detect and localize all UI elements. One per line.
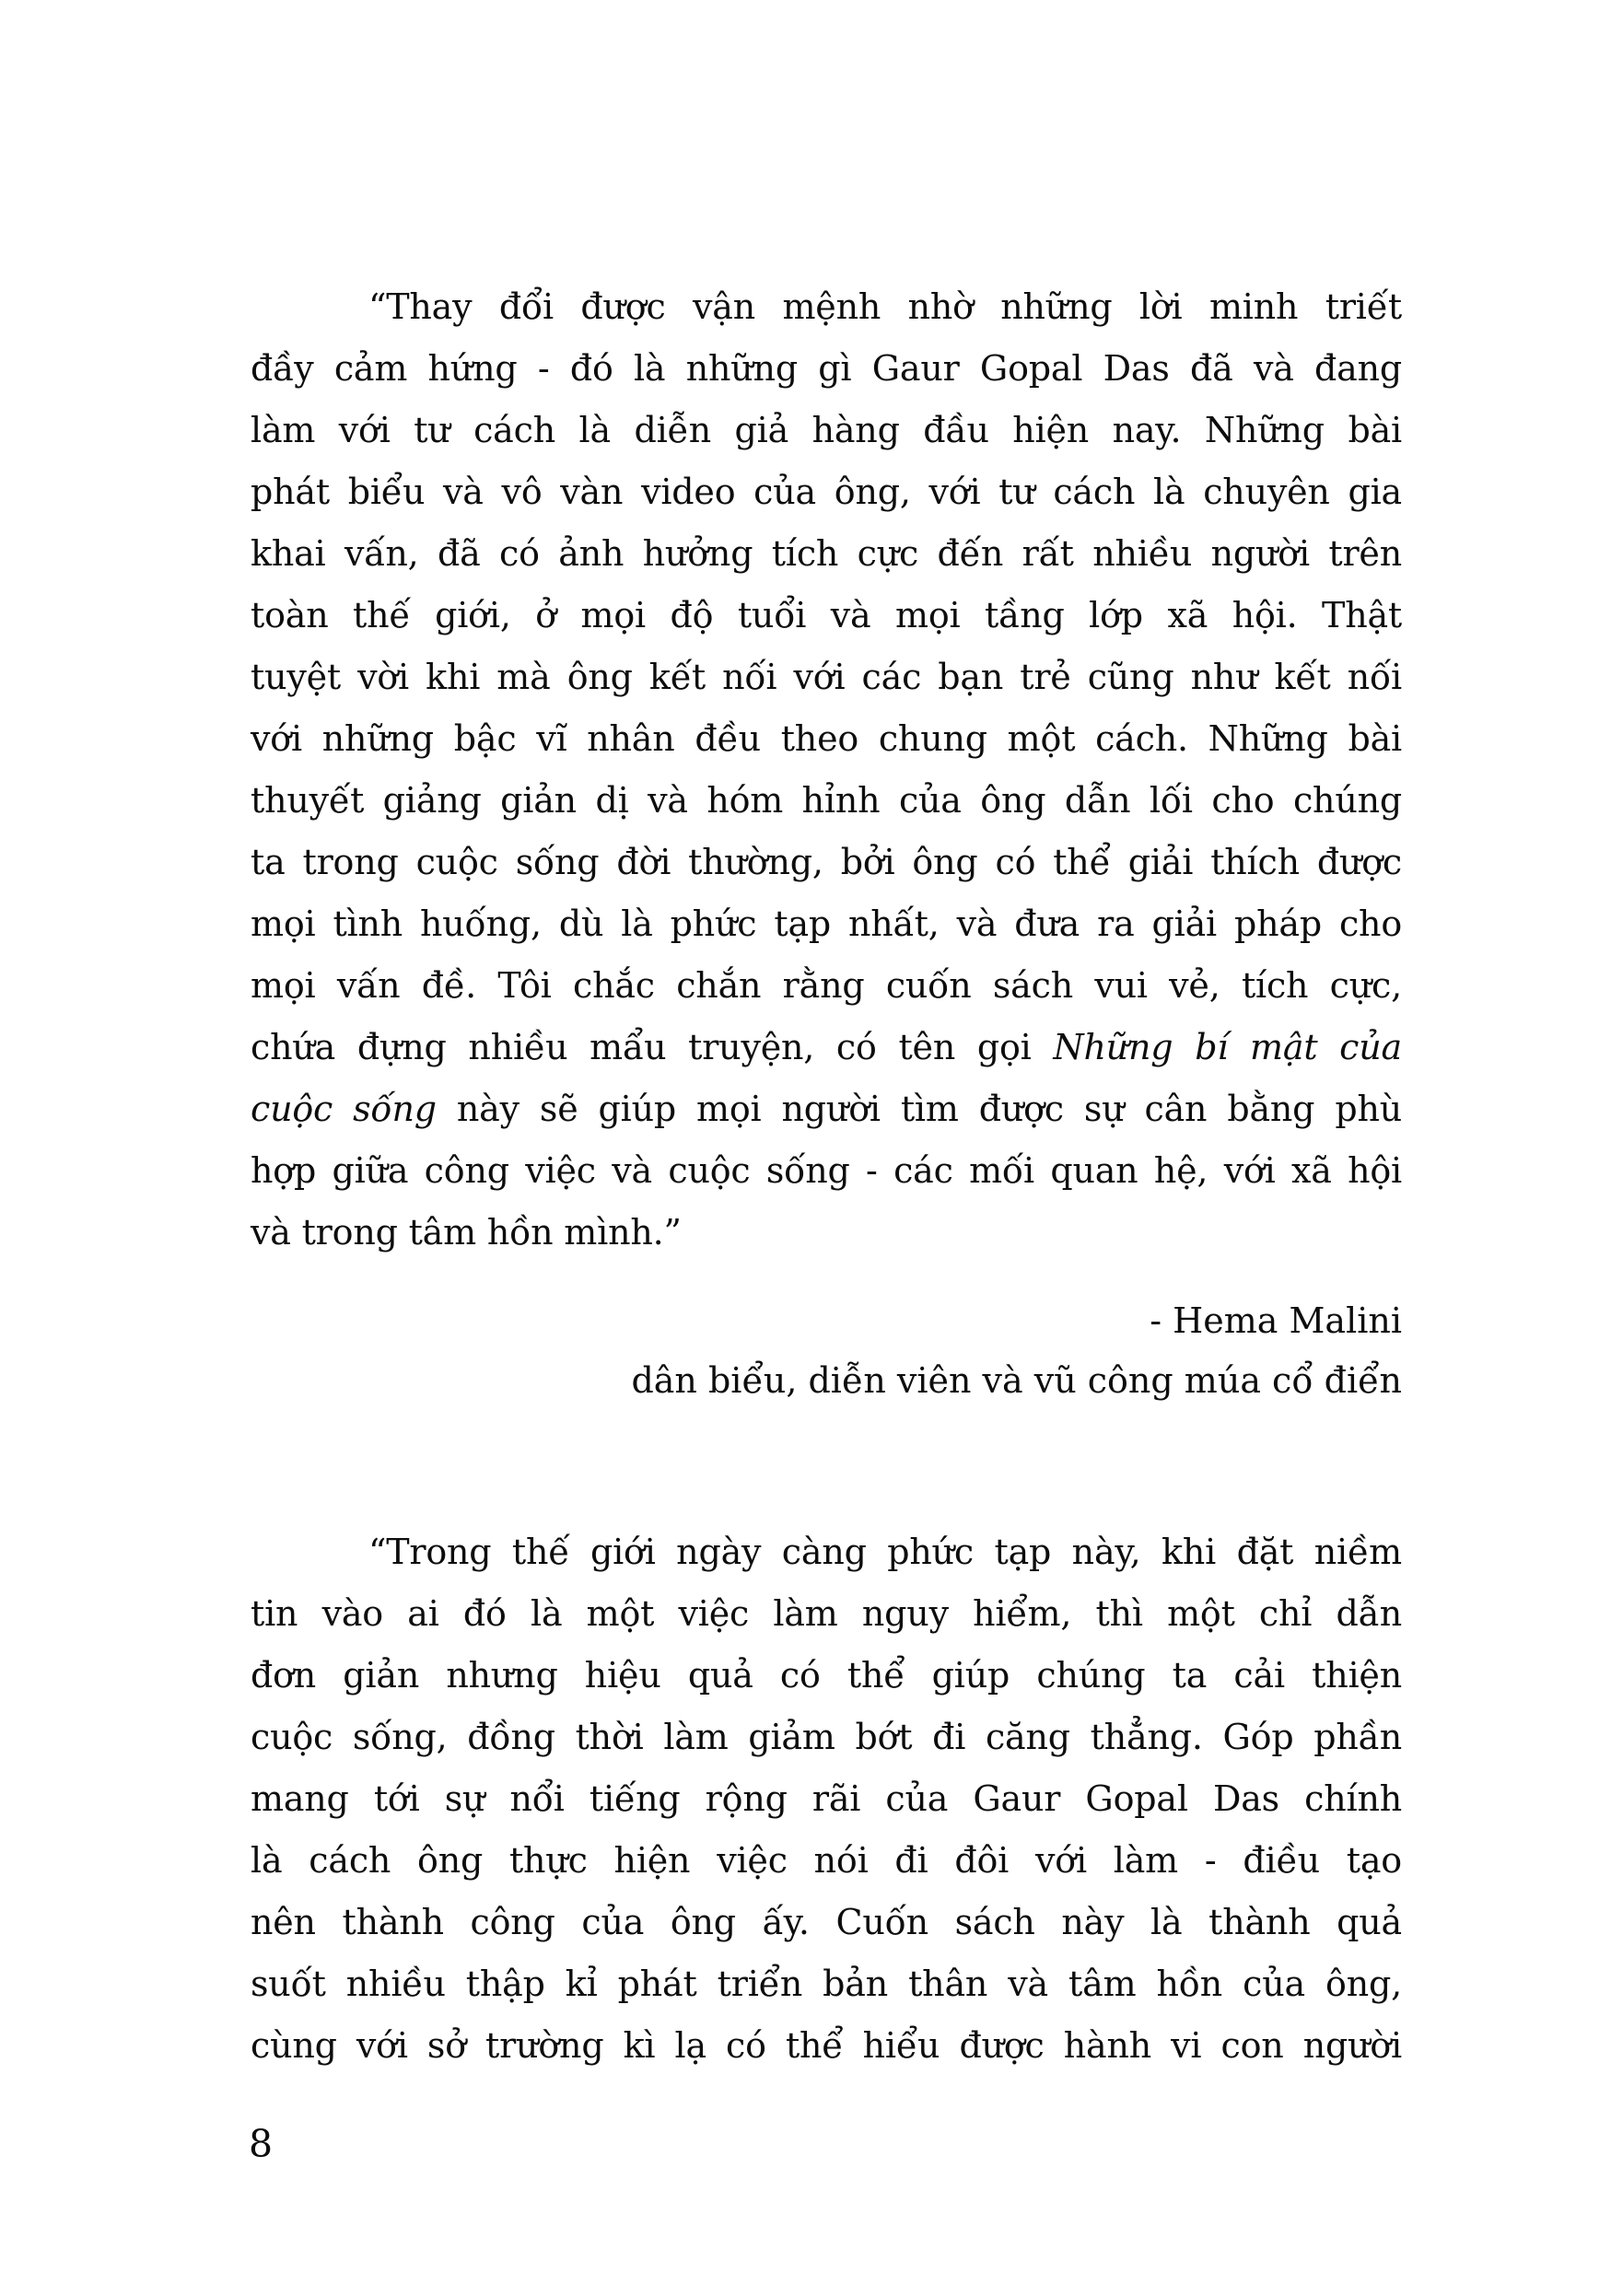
book-title-italic: cuộc sống <box>251 1089 437 1129</box>
text-segment: này sẽ giúp mọi người tìm được sự cân bằng phù <box>436 1089 1402 1129</box>
text-segment: làm với tư cách là diễn giả hàng đầu hiện nay. Những bài <box>251 410 1402 450</box>
text-segment: “Thay đổi được vận mệnh nhờ những lời minh triết <box>368 286 1402 327</box>
text-segment: là cách ông thực hiện việc nói đi đôi với làm - điều tạo <box>251 1840 1402 1881</box>
testimonial-quote-2 <box>251 1521 1402 2077</box>
text-segment: “Trong thế giới ngày càng phức tạp này, khi đặt niềm <box>368 1532 1402 1572</box>
text-line <box>251 1202 1402 1264</box>
attribution-name: - Hema Malini <box>1150 1300 1402 1341</box>
text-line <box>251 832 1402 893</box>
text-segment: ta trong cuộc sống đời thường, bởi ông có thể giải thích được <box>251 842 1402 882</box>
text-segment: tin vào ai đó là một việc làm nguy hiểm, thì một chỉ dẫn <box>251 1593 1402 1634</box>
text-line <box>251 400 1402 461</box>
text-line <box>251 647 1402 708</box>
text-line <box>251 708 1402 770</box>
text-segment: mang tới sự nổi tiếng rộng rãi của Gaur Gopal Das chính <box>251 1778 1402 1819</box>
text-segment: phát biểu và vô vàn video của ông, với tư cách là chuyên gia <box>251 472 1402 512</box>
text-segment: cùng với sở trường kì lạ có thể hiểu được hành vi con người <box>251 2025 1402 2066</box>
page-number: 8 <box>249 2122 274 2166</box>
text-segment: cuộc sống, đồng thời làm giảm bớt đi căng thẳng. Góp phần <box>251 1717 1402 1757</box>
attribution-title: dân biểu, diễn viên và vũ công múa cổ điển <box>631 1360 1402 1401</box>
text-segment: mọi tình huống, dù là phức tạp nhất, và đưa ra giải pháp cho <box>251 903 1402 944</box>
attribution <box>251 1291 1402 1411</box>
text-line <box>251 1830 1402 1892</box>
text-line <box>251 1892 1402 1953</box>
text-line <box>251 1583 1402 1645</box>
text-line <box>251 338 1402 400</box>
text-line <box>251 1140 1402 1202</box>
text-line <box>251 1078 1402 1140</box>
text-segment: và trong tâm hồn mình.” <box>251 1212 682 1253</box>
text-segment: thuyết giảng giản dị và hóm hỉnh của ông dẫn lối cho chúng <box>251 780 1402 821</box>
text-line <box>251 770 1402 832</box>
text-segment: với những bậc vĩ nhân đều theo chung một cách. Những bài <box>251 718 1402 759</box>
text-segment: đơn giản nhưng hiệu quả có thể giúp chúng ta cải thiện <box>251 1655 1402 1696</box>
text-segment: đầy cảm hứng - đó là những gì Gaur Gopal Das đã và đang <box>251 348 1402 389</box>
text-line <box>251 276 1402 338</box>
text-segment: toàn thế giới, ở mọi độ tuổi và mọi tầng lớp xã hội. Thật <box>251 595 1402 635</box>
book-title-italic: Những bí mật của <box>1053 1027 1402 1067</box>
text-line <box>251 585 1402 647</box>
text-line <box>251 2015 1402 2077</box>
text-segment: nên thành công của ông ấy. Cuốn sách này là thành quả <box>251 1902 1402 1942</box>
text-segment: tuyệt vời khi mà ông kết nối với các bạn trẻ cũng như kết nối <box>251 657 1402 697</box>
text-line <box>251 893 1402 955</box>
text-line <box>251 1707 1402 1768</box>
text-line <box>251 461 1402 523</box>
text-segment: khai vấn, đã có ảnh hưởng tích cực đến rất nhiều người trên <box>251 533 1402 574</box>
testimonial-quote-1 <box>251 276 1402 1264</box>
text-segment: suốt nhiều thập kỉ phát triển bản thân và tâm hồn của ông, <box>251 1964 1402 2004</box>
text-line <box>251 1953 1402 2015</box>
text-line <box>251 1521 1402 1583</box>
text-segment: hợp giữa công việc và cuộc sống - các mối quan hệ, với xã hội <box>251 1150 1402 1191</box>
text-segment: mọi vấn đề. Tôi chắc chắn rằng cuốn sách vui vẻ, tích cực, <box>251 965 1402 1006</box>
text-line <box>251 1768 1402 1830</box>
text-line <box>251 523 1402 585</box>
text-line <box>251 955 1402 1017</box>
text-line <box>251 1017 1402 1078</box>
text-segment: chứa đựng nhiều mẩu truyện, có tên gọi <box>251 1027 1054 1067</box>
text-line <box>251 1645 1402 1707</box>
